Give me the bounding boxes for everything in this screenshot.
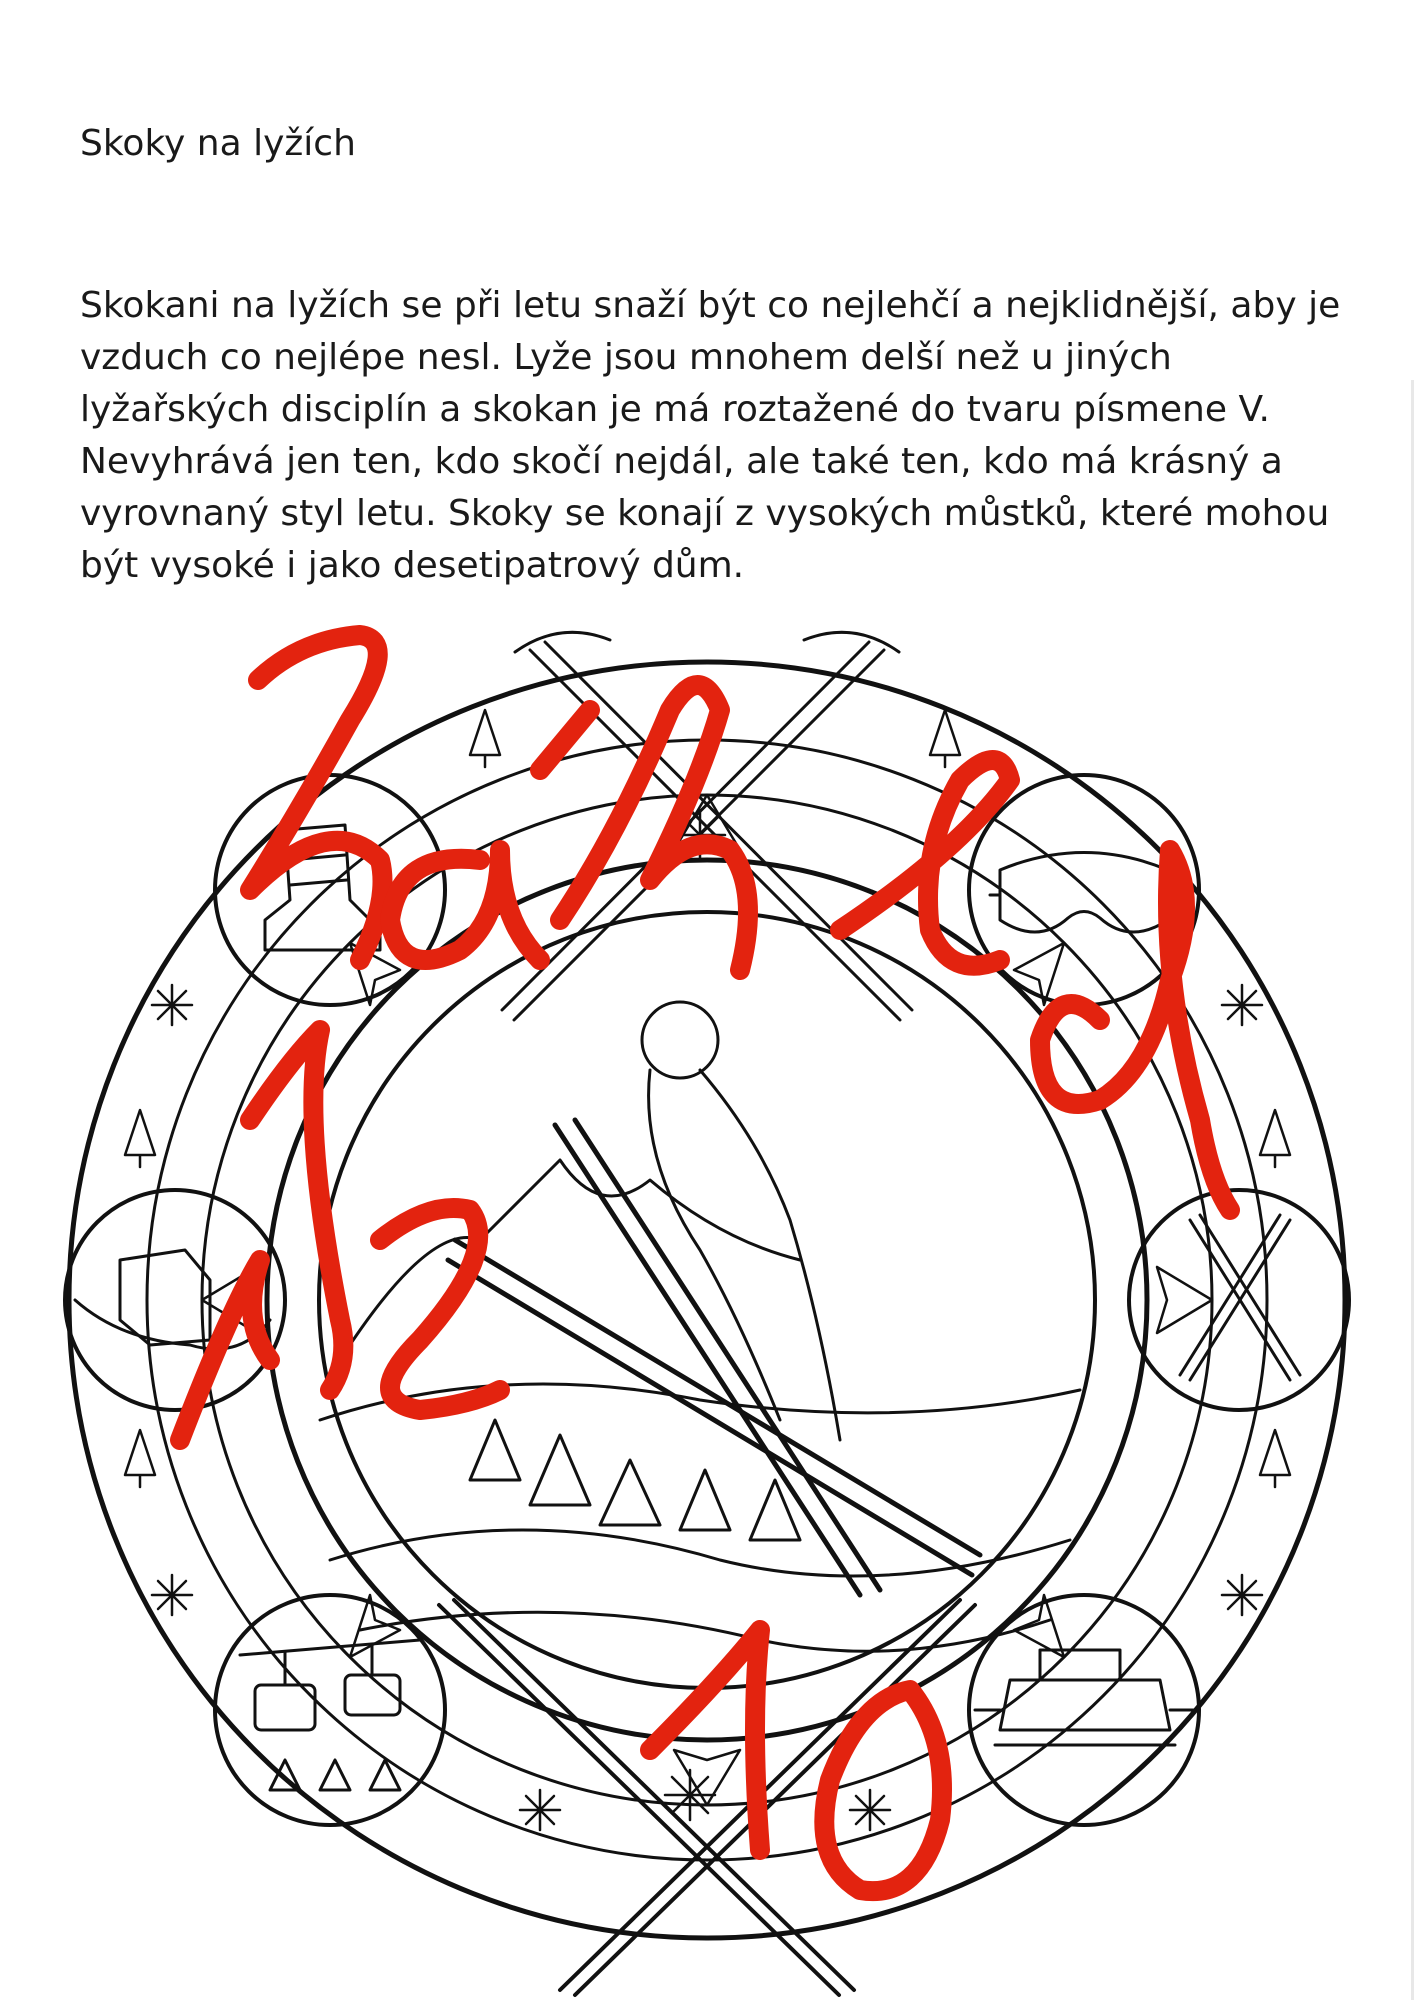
snow-groomer-icon xyxy=(975,1650,1195,1745)
ski-goggles-icon xyxy=(990,853,1178,933)
paragraph-line: vzduch co nejlépe nesl. Lyže jsou mnohem delší než u jiných xyxy=(80,337,1172,378)
paragraph-line: lyžařských disciplín a skokan je má roztažené do tvaru písmene V. xyxy=(80,389,1270,430)
body-paragraph xyxy=(80,280,1341,592)
paragraph-line: Skokani na lyžích se při letu snaží být co nejlehčí a nejklidnější, aby je xyxy=(80,285,1341,326)
mandala-illustration xyxy=(0,600,1414,2000)
crossed-skis-icon xyxy=(1180,1215,1300,1380)
pine-trees xyxy=(470,1420,800,1540)
paragraph-line: vyrovnaný styl letu. Skoky se konají z vysokých můstků, které mohou xyxy=(80,493,1330,534)
paragraph-line: Nevyhrává jen ten, kdo skočí nejdál, ale také ten, kdo má krásný a xyxy=(80,441,1283,482)
page-title: Skoky na lyžích xyxy=(80,123,356,164)
paragraph-line: být vysoké i jako desetipatrový dům. xyxy=(80,545,745,586)
